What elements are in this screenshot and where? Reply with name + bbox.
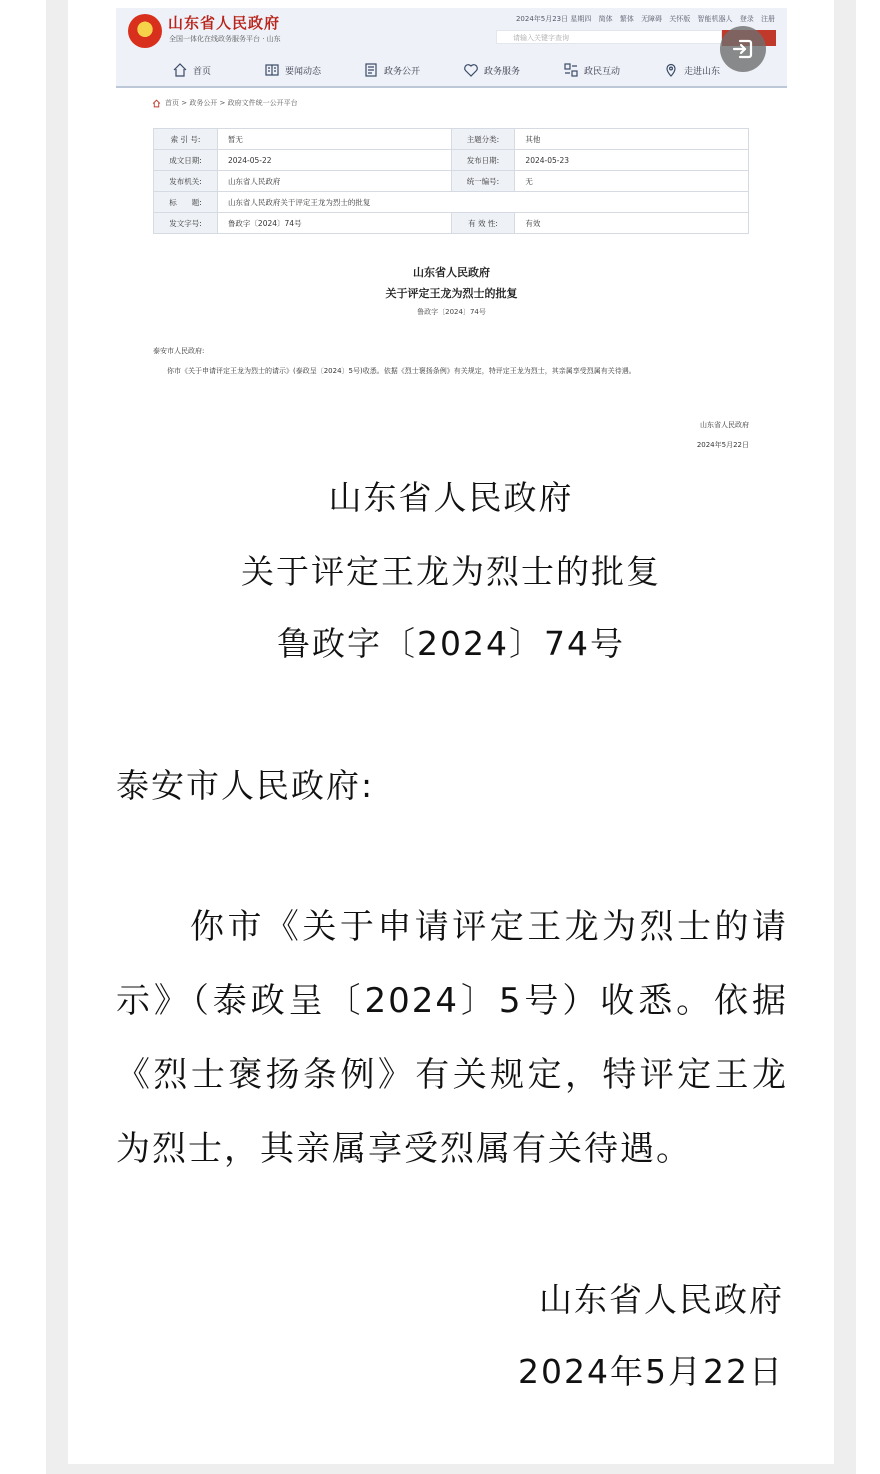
heart-icon xyxy=(463,62,479,78)
page-margin-left xyxy=(0,0,46,1474)
nav-about-shandong[interactable]: 走进山东 xyxy=(663,62,720,78)
frame-right xyxy=(834,0,856,1474)
nav-divider xyxy=(116,86,787,88)
document-metadata-table xyxy=(153,128,749,234)
site-subtitle: 全国一体化在线政务服务平台 · 山东 xyxy=(169,35,281,43)
link-register[interactable]: 注册 xyxy=(761,15,775,23)
doc-date: 2024年5月22日 xyxy=(696,441,749,449)
book-icon xyxy=(264,62,280,78)
transcript-number: 鲁政字〔2024〕74号 xyxy=(277,624,625,663)
table-row xyxy=(154,129,749,150)
main-nav xyxy=(116,58,787,84)
breadcrumb: 首页 > 政务公开 > 政府文件统一公开平台 xyxy=(152,98,298,108)
table-row xyxy=(154,213,749,234)
meta-value: 2024-05-22 xyxy=(217,150,451,171)
transcript-date: 2024年5月22日 xyxy=(518,1352,784,1391)
table-row xyxy=(154,150,749,171)
interaction-icon xyxy=(563,62,579,78)
nav-news[interactable]: 要闻动态 xyxy=(264,62,321,78)
doc-signer: 山东省人民政府 xyxy=(700,421,749,429)
meta-value: 其他 xyxy=(515,129,749,150)
home-icon xyxy=(172,62,188,78)
table-row xyxy=(154,171,749,192)
meta-value: 暂无 xyxy=(217,129,451,150)
validity-status: 有效 xyxy=(515,213,749,234)
transcript-issuer: 山东省人民政府 xyxy=(328,478,574,517)
website-screenshot xyxy=(116,8,787,458)
nav-services[interactable]: 政务服务 xyxy=(463,62,520,78)
link-simplified[interactable]: 简体 xyxy=(598,15,613,23)
link-care-version[interactable]: 关怀版 xyxy=(669,15,691,23)
link-traditional[interactable]: 繁体 xyxy=(619,15,634,23)
meta-key: 标 题: xyxy=(154,192,218,213)
search-input[interactable]: 请输入关键字查询 xyxy=(496,30,722,44)
meta-key: 发布机关: xyxy=(154,171,218,192)
document-icon xyxy=(363,62,379,78)
meta-key: 主题分类: xyxy=(451,129,515,150)
page-margin-right xyxy=(856,0,880,1474)
meta-key: 索 引 号: xyxy=(154,129,218,150)
meta-key: 发布日期: xyxy=(451,150,515,171)
map-pin-icon xyxy=(663,62,679,78)
table-row xyxy=(154,192,749,213)
doc-title: 关于评定王龙为烈士的批复 xyxy=(385,287,518,300)
nav-interaction[interactable]: 政民互动 xyxy=(563,62,620,78)
link-accessibility[interactable]: 无障碍 xyxy=(641,15,663,23)
site-name[interactable]: 山东省人民政府 xyxy=(168,14,281,32)
frame-left xyxy=(46,0,68,1474)
doc-number: 鲁政字〔2024〕74号 xyxy=(417,308,486,316)
doc-recipient: 泰安市人民政府: xyxy=(153,347,205,355)
link-login[interactable]: 登录 xyxy=(739,15,754,23)
meta-value: 无 xyxy=(515,171,749,192)
meta-value: 鲁政字〔2024〕74号 xyxy=(217,213,451,234)
meta-key: 发文字号: xyxy=(154,213,218,234)
link-robot[interactable]: 智能机器人 xyxy=(697,15,733,23)
transcript-signer: 山东省人民政府 xyxy=(539,1280,784,1319)
meta-value: 山东省人民政府关于评定王龙为烈士的批复 xyxy=(217,192,748,213)
meta-value: 2024-05-23 xyxy=(515,150,749,171)
current-date: 2024年5月23日 星期四 xyxy=(515,15,592,23)
transcript-body: 你市《关于申请评定王龙为烈士的请示》（泰政呈〔2024〕5号）收悉。依据《烈士褒扬条例》有关规定，特评定王龙为烈士，其亲属享受烈属有关待遇。 xyxy=(116,907,788,1169)
home-icon xyxy=(152,99,161,108)
nav-home[interactable]: 首页 xyxy=(172,62,211,78)
doc-body: 你市《关于申请评定王龙为烈士的请示》(泰政呈〔2024〕5号)收悉。依据《烈士褒扬条例》有关规定，特评定王龙为烈士，其亲属享受烈属有关待遇。 xyxy=(167,367,636,375)
meta-key: 有 效 性: xyxy=(451,213,515,234)
meta-key: 统一编号: xyxy=(451,171,515,192)
transcript-recipient: 泰安市人民政府: xyxy=(116,766,375,805)
transcript-title: 关于评定王龙为烈士的批复 xyxy=(241,552,661,591)
meta-value: 山东省人民政府 xyxy=(217,171,451,192)
doc-issuer: 山东省人民政府 xyxy=(413,266,490,279)
nav-gov-affairs[interactable]: 政务公开 xyxy=(363,62,420,78)
national-emblem-icon xyxy=(128,14,162,48)
top-links xyxy=(511,14,775,24)
frame-bottom xyxy=(46,1464,856,1474)
meta-key: 成文日期: xyxy=(154,150,218,171)
